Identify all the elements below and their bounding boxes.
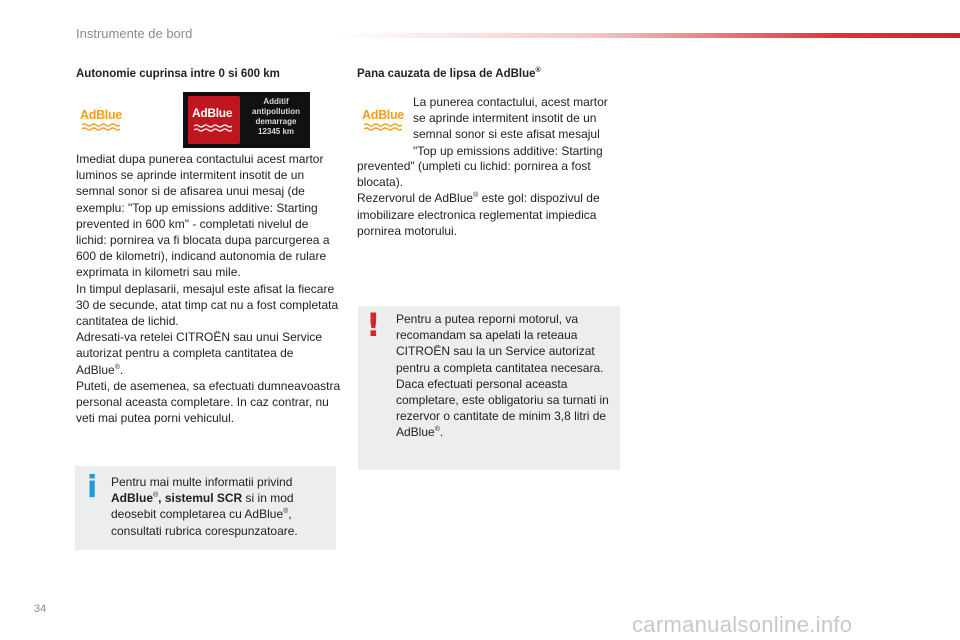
right-heading-text: Pana cauzata de lipsa de AdBlue	[357, 68, 536, 80]
left-paragraph-2: In timpul deplasarii, mesajul este afisat la fiecare 30 de secunde, atat timp cat nu a fost completata cantitatea de lichid.	[76, 281, 339, 329]
dashboard-waves-icon	[194, 124, 232, 133]
left-heading: Autonomie cuprinsa intre 0 si 600 km	[76, 68, 280, 80]
right-body	[357, 158, 627, 239]
dashboard-msg-line: Additif	[263, 97, 289, 106]
adblue-logo-text: AdBlue	[80, 108, 122, 122]
warning-note-box	[358, 306, 620, 470]
adblue-logo-text: AdBlue	[362, 108, 404, 122]
dashboard-adblue-icon	[188, 96, 240, 144]
info-note-text	[111, 474, 331, 539]
right-paragraph-1-indented: La punerea contactului, acest martor se aprinde intermitent insotit de un semnal sonor si este afisat mesajul "Top up emissions additive: Starting	[413, 95, 608, 158]
registered-mark: ®	[434, 426, 440, 434]
right-paragraph-2-rest: este gol: dispozivul de imobilizare electronica reglementat impiedica pornirea motorului.	[357, 191, 600, 238]
info-note-line: Pentru mai multe informatii privind	[111, 475, 293, 489]
watermark: carmanualsonline.info	[632, 612, 853, 637]
dashboard-msg-line: 12345 km	[257, 127, 295, 136]
info-note-rest: , consultati rubrica corespunzatoare.	[111, 507, 298, 538]
left-body	[76, 151, 342, 426]
dashboard-message	[243, 97, 309, 137]
registered-mark: ®	[535, 67, 541, 75]
adblue-warning-icon	[362, 108, 406, 136]
right-paragraph-2-text: Rezervorul de AdBlue	[357, 191, 474, 206]
header-accent-bar	[335, 33, 960, 38]
info-note-sep: ,	[158, 491, 165, 506]
registered-mark: ®	[283, 508, 289, 516]
info-note-bold: AdBlue	[111, 491, 153, 506]
section-title: Instrumente de bord	[76, 26, 193, 41]
adblue-waves-icon	[82, 123, 120, 132]
right-paragraph-2	[357, 190, 627, 239]
registered-mark: ®	[473, 192, 479, 200]
dashboard-msg-line: antipollution	[252, 107, 300, 116]
right-paragraph-1-continued: prevented" (umpleti cu lichid: pornirea a fost blocata).	[357, 159, 591, 190]
info-note-box	[75, 466, 336, 550]
warning-note-end: .	[439, 425, 444, 440]
registered-mark: ®	[114, 363, 120, 371]
registered-mark: ®	[153, 492, 159, 500]
info-note-bold: sistemul SCR	[164, 491, 243, 506]
warning-icon: !	[366, 306, 381, 344]
info-note-rest: si in mod deosebit completarea cu AdBlue	[111, 491, 294, 522]
left-paragraph-3-end: .	[119, 362, 124, 377]
info-icon: i	[87, 470, 98, 505]
dashboard-display-image	[183, 92, 310, 148]
left-paragraph-3-text: Adresati-va retelei CITROËN sau unui Service autorizat pentru a completa cantitatea de AdBlue	[76, 330, 323, 377]
page-number: 34	[34, 603, 47, 615]
left-paragraph-3	[76, 329, 342, 378]
left-paragraph-4: Puteti, de asemenea, sa efectuati dumneavoastra personal aceasta completare. In caz contrar, nu veti mai putea porni vehiculul.	[76, 378, 341, 426]
adblue-waves-icon	[364, 123, 402, 132]
left-paragraph-1: Imediat dupa punerea contactului acest martor luminos se aprinde intermitent insotit de un semnal sonor si de afisarea unui mesaj (de exemplu: "Top up emissions additive: Starting prevented in 600 km" - completati nivelul de lichid: pornirea va fi blocata dupa parcurgerea a 600 de kilometri), indicand autonomia de rulare exprimata in kilometri sau mile.	[76, 152, 330, 280]
warning-note-body: Pentru a putea reporni motorul, va recomandam sa apelati la reteaua CITROËN sau la un Service autorizat pentru a completa cantitatea necesara. Daca efectuati personal aceasta completare, este obligatoriu sa turnati in rezervor o cantitate de minim 3,8 litri de AdBlue	[396, 312, 609, 440]
dashboard-msg-line: demarrage	[255, 117, 297, 126]
adblue-warning-icon	[80, 108, 124, 136]
dashboard-adblue-text: AdBlue	[192, 106, 233, 120]
right-heading	[357, 68, 541, 80]
warning-note-text	[396, 311, 616, 441]
